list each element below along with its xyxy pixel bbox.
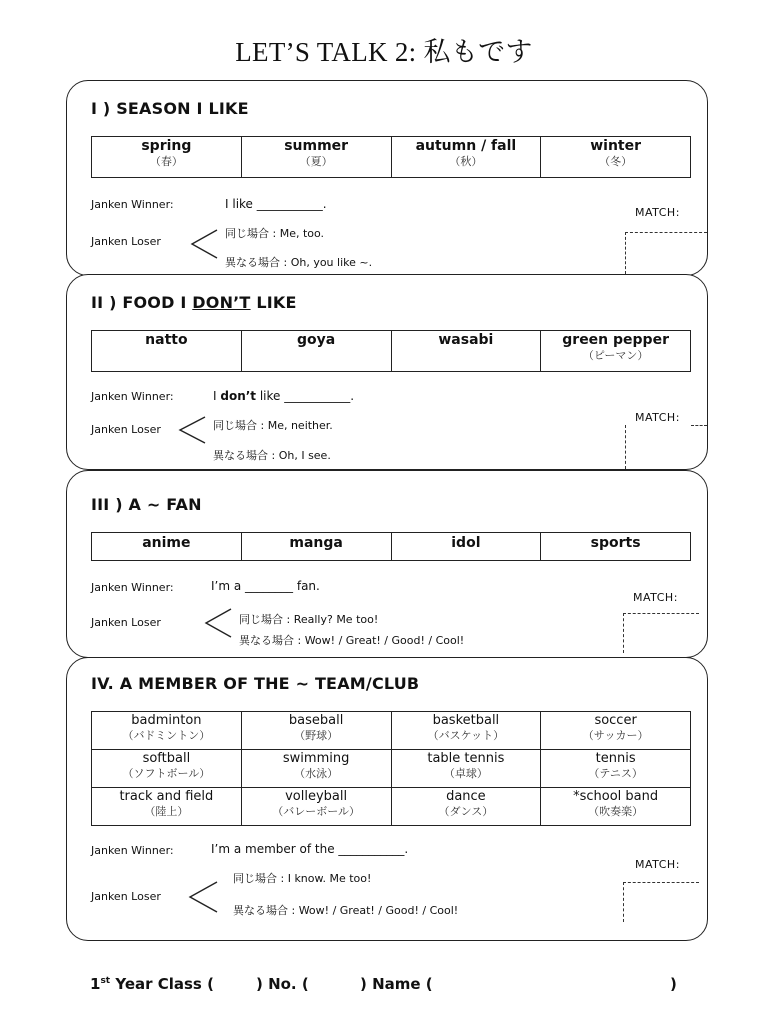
different-response: 異なる場合 : Oh, I see. (213, 449, 331, 462)
club-cell: basketball （バスケット） (391, 712, 541, 750)
club-cell: tennis （テニス） (541, 750, 691, 788)
same-response: 同じ場合 : Me, too. (225, 227, 325, 240)
student-name-label: ) Name ( (360, 975, 433, 993)
bracket-icon (189, 227, 219, 261)
food-table (91, 330, 691, 372)
bracket-icon (203, 607, 233, 639)
winner-label: Janken Winner: (91, 198, 174, 211)
loser-label: Janken Loser (91, 423, 161, 436)
food-cell: goya (241, 331, 391, 372)
winner-label: Janken Winner: (91, 390, 174, 403)
same-response: 同じ場合 : I know. Me too! (233, 872, 372, 885)
match-box-side (625, 232, 626, 274)
section-fan (66, 470, 708, 658)
fan-table (91, 532, 691, 561)
club-cell: soccer （サッカー） (541, 712, 691, 750)
winner-sentence: I’m a member of the ___________. (211, 842, 409, 856)
fan-cell: sports (541, 533, 691, 561)
same-response: 同じ場合 : Me, neither. (213, 419, 333, 432)
club-cell: badminton （バドミントン） (92, 712, 242, 750)
food-cell: natto (92, 331, 242, 372)
match-box (691, 425, 707, 426)
winner-sentence: I don’t like ___________. (213, 389, 355, 403)
winner-label: Janken Winner: (91, 844, 174, 857)
different-response: 異なる場合 : Wow! / Great! / Good! / Cool! (233, 904, 459, 917)
winner-sentence: I like ___________. (225, 197, 327, 211)
winner-label: Janken Winner: (91, 581, 174, 594)
club-cell: dance （ダンス） (391, 788, 541, 826)
club-cell: baseball （野球） (241, 712, 391, 750)
section-season (66, 80, 708, 276)
section-club-heading: IV. A MEMBER OF THE ~ TEAM/CLUB (91, 674, 420, 693)
season-cell: winter （冬） (541, 137, 691, 178)
page-title: LET’S TALK 2: 私もです (235, 37, 533, 67)
club-cell: track and field （陸上） (92, 788, 242, 826)
different-response: 異なる場合 : Oh, you like ~. (225, 256, 373, 269)
loser-label: Janken Loser (91, 235, 161, 248)
section-fan-heading: III ) A ~ FAN (91, 495, 202, 514)
section-food (66, 274, 708, 470)
match-label: MATCH: (635, 411, 680, 424)
fan-cell: anime (92, 533, 242, 561)
club-cell: *school band （吹奏楽） (541, 788, 691, 826)
name-close-paren: ) (670, 975, 677, 993)
club-table (91, 711, 691, 826)
student-number-label: ) No. ( (256, 975, 309, 993)
bracket-icon (187, 880, 219, 914)
winner-sentence: I’m a ________ fan. (211, 579, 320, 593)
section-club (66, 657, 708, 941)
section-food-heading: II ) FOOD I DON’T LIKE (91, 293, 297, 312)
loser-label: Janken Loser (91, 890, 161, 903)
match-box-side (625, 425, 626, 469)
food-cell: wasabi (391, 331, 541, 372)
match-box (623, 613, 699, 614)
match-box-side (623, 613, 624, 653)
club-cell: volleyball （バレーボール） (241, 788, 391, 826)
match-box-side (623, 882, 624, 922)
match-label: MATCH: (635, 858, 680, 871)
match-label: MATCH: (635, 206, 680, 219)
bracket-icon (177, 415, 207, 445)
match-label: MATCH: (633, 591, 678, 604)
loser-label: Janken Loser (91, 616, 161, 629)
club-cell: table tennis （卓球） (391, 750, 541, 788)
section-season-heading: I ) SEASON I LIKE (91, 99, 249, 118)
year-class-label: 1st Year Class ( (90, 975, 214, 993)
match-box (623, 882, 699, 883)
fan-cell: idol (391, 533, 541, 561)
different-response: 異なる場合 : Wow! / Great! / Good! / Cool! (239, 634, 465, 647)
fan-cell: manga (241, 533, 391, 561)
club-cell: swimming （水泳） (241, 750, 391, 788)
season-cell: autumn / fall （秋） (391, 137, 541, 178)
food-cell: green pepper （ピーマン） (541, 331, 691, 372)
same-response: 同じ場合 : Really? Me too! (239, 613, 379, 626)
season-cell: spring （春） (92, 137, 242, 178)
match-box (625, 232, 707, 233)
season-table (91, 136, 691, 178)
club-cell: softball （ソフトボール） (92, 750, 242, 788)
season-cell: summer （夏） (241, 137, 391, 178)
